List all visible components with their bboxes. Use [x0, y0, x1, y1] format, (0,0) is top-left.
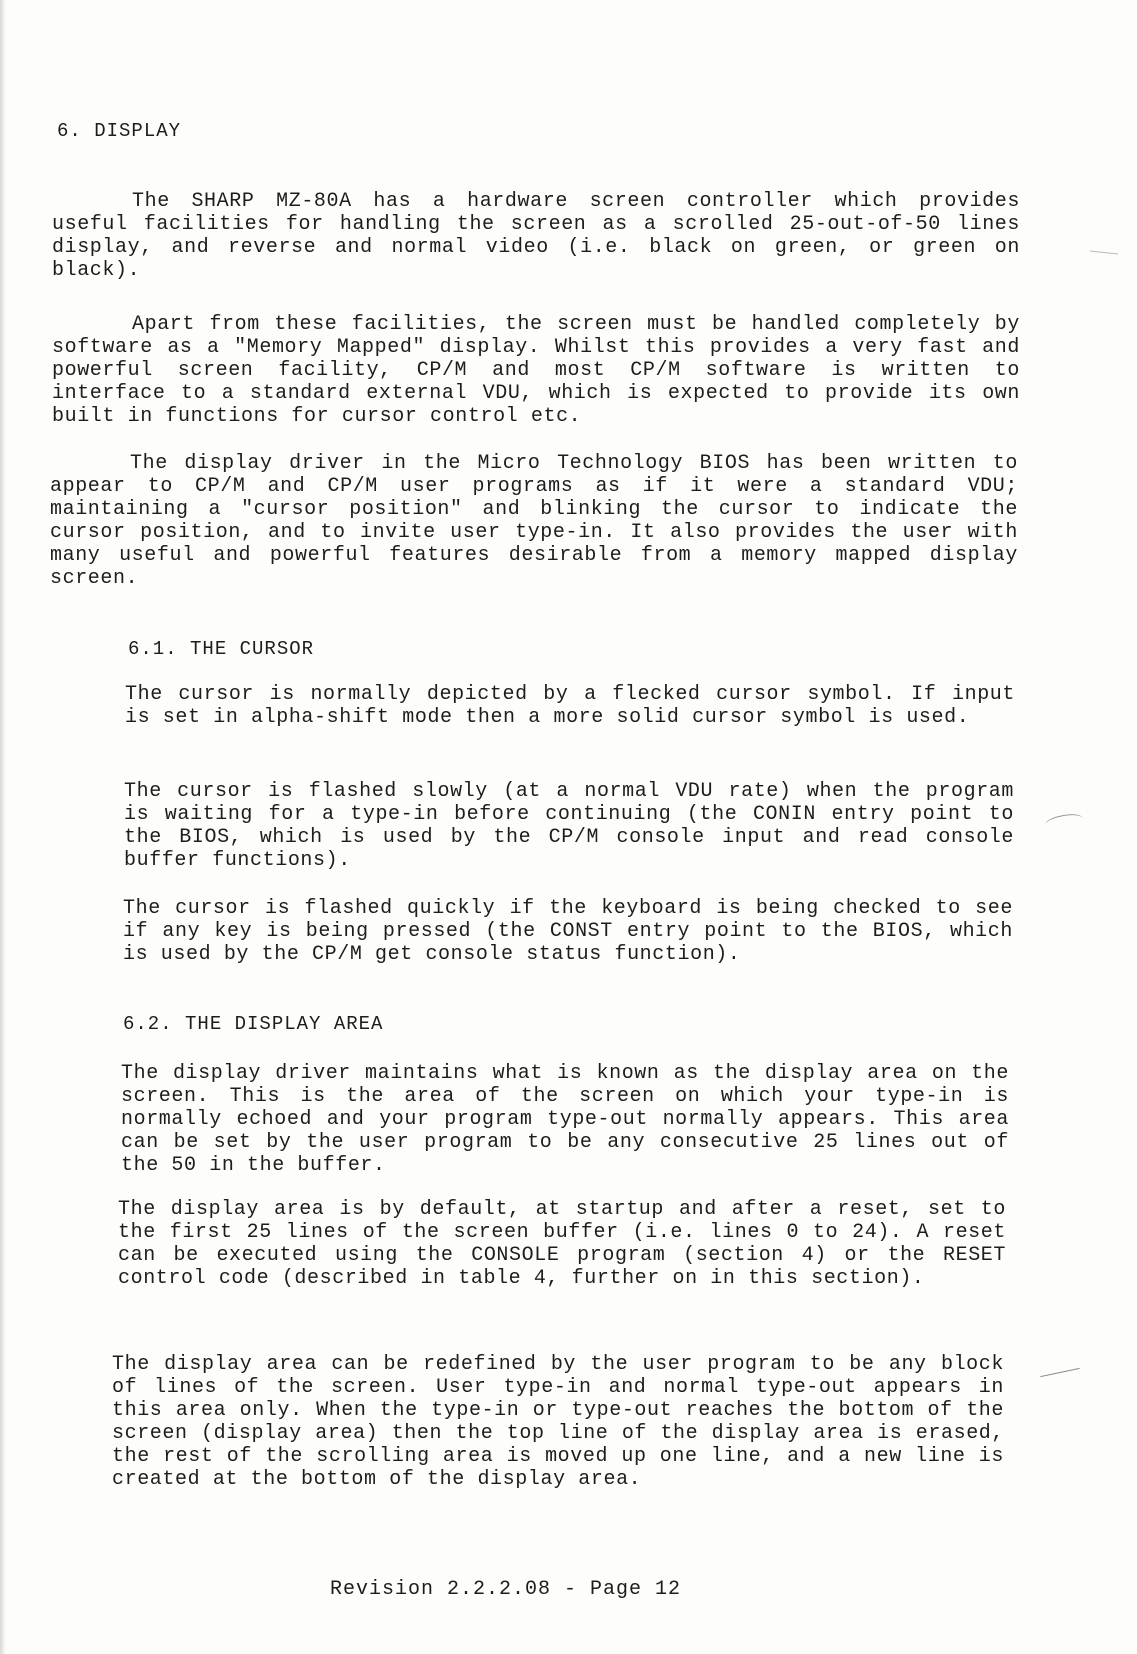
paragraph-3: The display driver in the Micro Technology BIOS has been written to appear to CP/M and CP/M user programs as if it were a standard VDU; maintaining a "cursor position" and blinking the cursor to indicate the cursor position, and to invite user type-in. It also provides the user with many useful and powerful features desirable from a memory mapped display screen. — [50, 452, 1018, 590]
paragraph-2: Apart from these facilities, the screen must be handled completely by software as a "Memory Mapped" display. Whilst this provides a very fast and powerful screen facility, CP/M and most CP/M software is written to interface to a standard external VDU, which is expected to provide its own built in functions for cursor control etc. — [52, 313, 1020, 428]
subsection-heading-display-area: 6.2. THE DISPLAY AREA — [123, 1013, 384, 1035]
scan-edge-shadow — [0, 0, 6, 1654]
margin-mark — [1044, 812, 1084, 831]
page-footer: Revision 2.2.2.08 - Page 12 — [330, 1578, 682, 1601]
cursor-paragraph-1: The cursor is normally depicted by a flecked cursor symbol. If input is set in alpha-shift mode then a more solid cursor symbol is used. — [125, 683, 1015, 729]
cursor-paragraph-2: The cursor is flashed slowly (at a normal VDU rate) when the program is waiting for a type-in before continuing (the CONIN entry point to the BIOS, which is used by the CP/M console input and read console buffer functions). — [124, 780, 1014, 872]
cursor-paragraph-3: The cursor is flashed quickly if the keyboard is being checked to see if any key is being pressed (the CONST entry point to the BIOS, which is used by the CP/M get console status function). — [123, 897, 1013, 966]
margin-mark — [1090, 251, 1118, 255]
display-area-paragraph-3: The display area can be redefined by the user program to be any block of lines of the screen. User type-in and normal type-out appears in this area only. When the type-in or type-out reaches the bottom of the screen (display area) then the top line of the display area is erased, the rest of the scrolling area is moved up one line, and a new line is created at the bottom of the display area. — [112, 1353, 1004, 1491]
display-area-paragraph-1: The display driver maintains what is known as the display area on the screen. This is the area of the screen on which your type-in is normally echoed and your program type-out normally appears. This area can be set by the user program to be any consecutive 25 lines out of the 50 in the buffer. — [121, 1062, 1009, 1177]
display-area-paragraph-2: The display area is by default, at startup and after a reset, set to the first 25 lines of the screen buffer (i.e. lines 0 to 24). A reset can be executed using the CONSOLE program (section 4) or the RESET control code (described in table 4, further on in this section). — [118, 1198, 1006, 1290]
margin-mark — [1040, 1368, 1079, 1377]
subsection-heading-cursor: 6.1. THE CURSOR — [128, 638, 315, 660]
paragraph-1: The SHARP MZ-80A has a hardware screen controller which provides useful facilities for handling the screen as a scrolled 25-out-of-50 lines display, and reverse and normal video (i.e. black on green, or green on black). — [52, 190, 1020, 282]
section-heading: 6. DISPLAY — [57, 120, 182, 142]
